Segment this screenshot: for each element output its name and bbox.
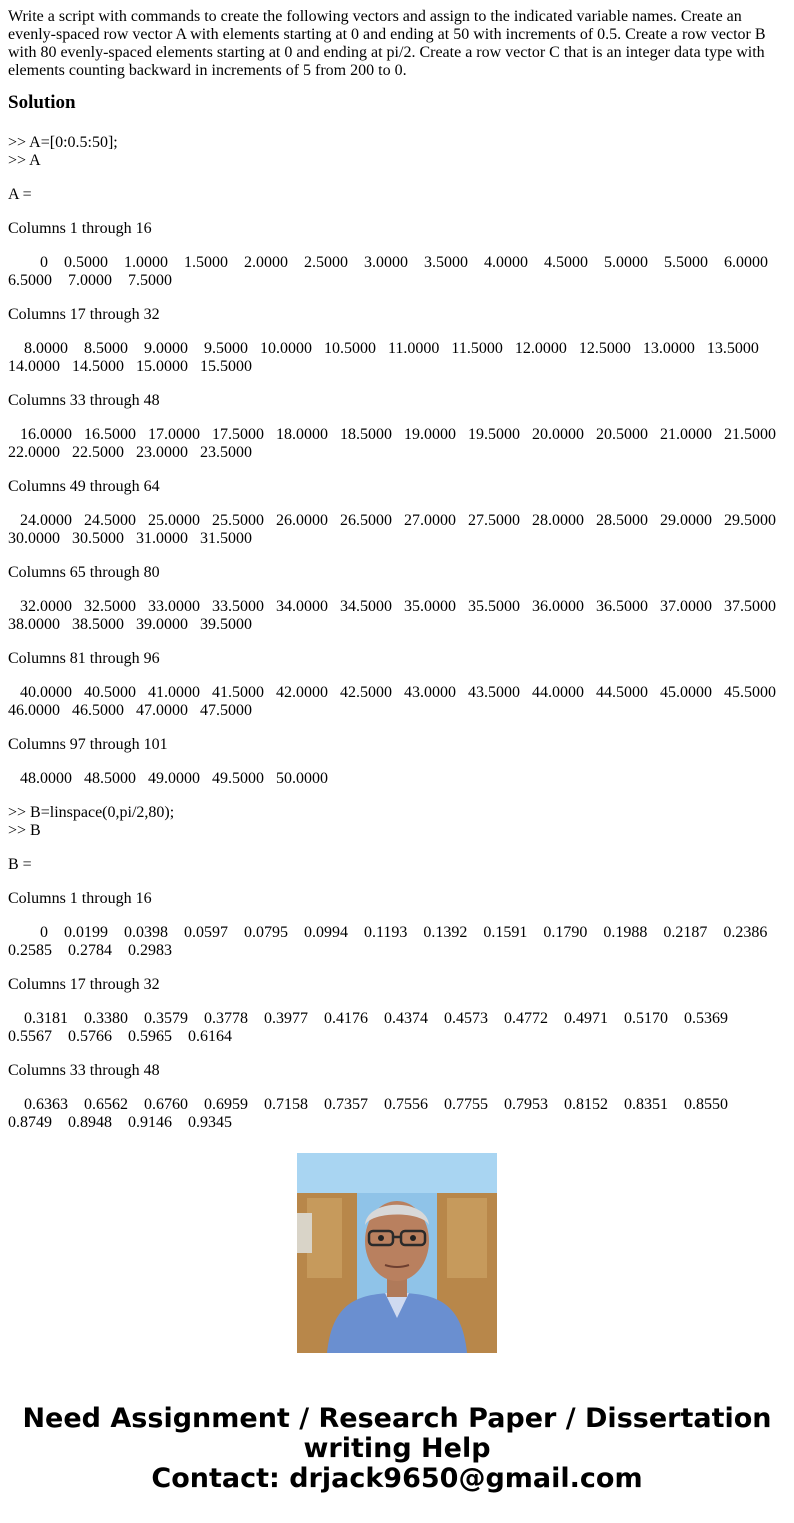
values-line: 0.6363 0.6562 0.6760 0.6959 0.7158 0.7357 0.7556 0.7755 0.7953 0.8152 0.8351 0.8550	[8, 1096, 728, 1113]
values-line: 0 0.0199 0.0398 0.0597 0.0795 0.0994 0.1193 0.1392 0.1591 0.1790 0.1988 0.2187 0.2386	[8, 924, 768, 941]
values-line: 24.0000 24.5000 25.0000 25.5000 26.0000 26.5000 27.0000 27.5000 28.0000 28.5000 29.0000 29.5000	[8, 512, 776, 529]
values-block	[8, 1010, 786, 1046]
promo-line: writing Help	[303, 1433, 491, 1464]
values-line: 46.0000 46.5000 47.0000 47.5000	[8, 702, 252, 719]
question-text: Write a script with commands to create the following vectors and assign to the indicated variable names. Create an evenly-spaced row vector A with elements starting at 0 and ending at 50 with increments of 0.5. Create a row vector B with 80 evenly-spaced elements starting at 0 and ending at pi/2. Create a row vector C that is an integer data type with elements counting backward in increments of 5 from 200 to 0.	[8, 8, 766, 79]
command-line: >> A	[8, 152, 41, 169]
portrait-image	[297, 1153, 497, 1353]
a-section-1	[8, 220, 786, 290]
a-section-3	[8, 392, 786, 462]
a-section-2	[8, 306, 786, 376]
values-line: 0.5567 0.5766 0.5965 0.6164	[8, 1028, 232, 1045]
contact-email: Contact: drjack9650@gmail.com	[151, 1463, 643, 1494]
values-line: 22.0000 22.5000 23.0000 23.5000	[8, 444, 252, 461]
output-label-a: A =	[8, 186, 32, 203]
values-block	[8, 1096, 786, 1132]
values-line: 0.8749 0.8948 0.9146 0.9345	[8, 1114, 232, 1131]
author-photo	[297, 1153, 497, 1353]
values-line: 0.2585 0.2784 0.2983	[8, 942, 172, 959]
promo-banner	[0, 1404, 794, 1494]
values-block	[8, 770, 786, 788]
values-line: 16.0000 16.5000 17.0000 17.5000 18.0000 18.5000 19.0000 19.5000 20.0000 20.5000 21.0000 21.5000	[8, 426, 776, 443]
columns-header: Columns 33 through 48	[8, 1062, 160, 1079]
values-line: 14.0000 14.5000 15.0000 15.5000	[8, 358, 252, 375]
command-line: >> B=linspace(0,pi/2,80);	[8, 804, 175, 821]
values-line: 0 0.5000 1.0000 1.5000 2.0000 2.5000 3.0000 3.5000 4.0000 4.5000 5.0000 5.5000 6.0000	[8, 254, 768, 271]
values-block	[8, 512, 786, 548]
values-block	[8, 254, 786, 290]
values-block	[8, 924, 786, 960]
columns-header: Columns 17 through 32	[8, 976, 160, 993]
promo-line: Need Assignment / Research Paper / Dissertation	[22, 1403, 772, 1434]
command-line: >> B	[8, 822, 41, 839]
values-line: 30.0000 30.5000 31.0000 31.5000	[8, 530, 252, 547]
values-line: 38.0000 38.5000 39.0000 39.5000	[8, 616, 252, 633]
columns-header: Columns 81 through 96	[8, 650, 160, 667]
values-line: 8.0000 8.5000 9.0000 9.5000 10.0000 10.5000 11.0000 11.5000 12.0000 12.5000 13.0000 13.5000	[8, 340, 759, 357]
values-block	[8, 684, 786, 720]
a-section-5	[8, 564, 786, 634]
solution-document	[8, 8, 786, 1131]
b-section-3	[8, 1062, 786, 1132]
command-block-b	[8, 804, 786, 840]
a-section-7	[8, 736, 786, 788]
b-section-2	[8, 976, 786, 1046]
columns-header: Columns 17 through 32	[8, 306, 160, 323]
values-block	[8, 598, 786, 634]
a-section-6	[8, 650, 786, 720]
values-line: 48.0000 48.5000 49.0000 49.5000 50.0000	[8, 770, 328, 787]
values-line: 6.5000 7.0000 7.5000	[8, 272, 172, 289]
values-line: 32.0000 32.5000 33.0000 33.5000 34.0000 34.5000 35.0000 35.5000 36.0000 36.5000 37.0000 37.5000	[8, 598, 776, 615]
command-line: >> A=[0:0.5:50];	[8, 134, 118, 151]
columns-header: Columns 97 through 101	[8, 736, 168, 753]
columns-header: Columns 33 through 48	[8, 392, 160, 409]
columns-header: Columns 1 through 16	[8, 890, 152, 907]
values-block	[8, 340, 786, 376]
columns-header: Columns 1 through 16	[8, 220, 152, 237]
solution-heading: Solution	[8, 92, 76, 113]
b-section-1	[8, 890, 786, 960]
a-section-4	[8, 478, 786, 548]
values-line: 40.0000 40.5000 41.0000 41.5000 42.0000 42.5000 43.0000 43.5000 44.0000 44.5000 45.0000 45.5000	[8, 684, 776, 701]
values-block	[8, 426, 786, 462]
output-label-b: B =	[8, 856, 32, 873]
columns-header: Columns 49 through 64	[8, 478, 160, 495]
columns-header: Columns 65 through 80	[8, 564, 160, 581]
command-block-a	[8, 134, 786, 170]
values-line: 0.3181 0.3380 0.3579 0.3778 0.3977 0.4176 0.4374 0.4573 0.4772 0.4971 0.5170 0.5369	[8, 1010, 728, 1027]
